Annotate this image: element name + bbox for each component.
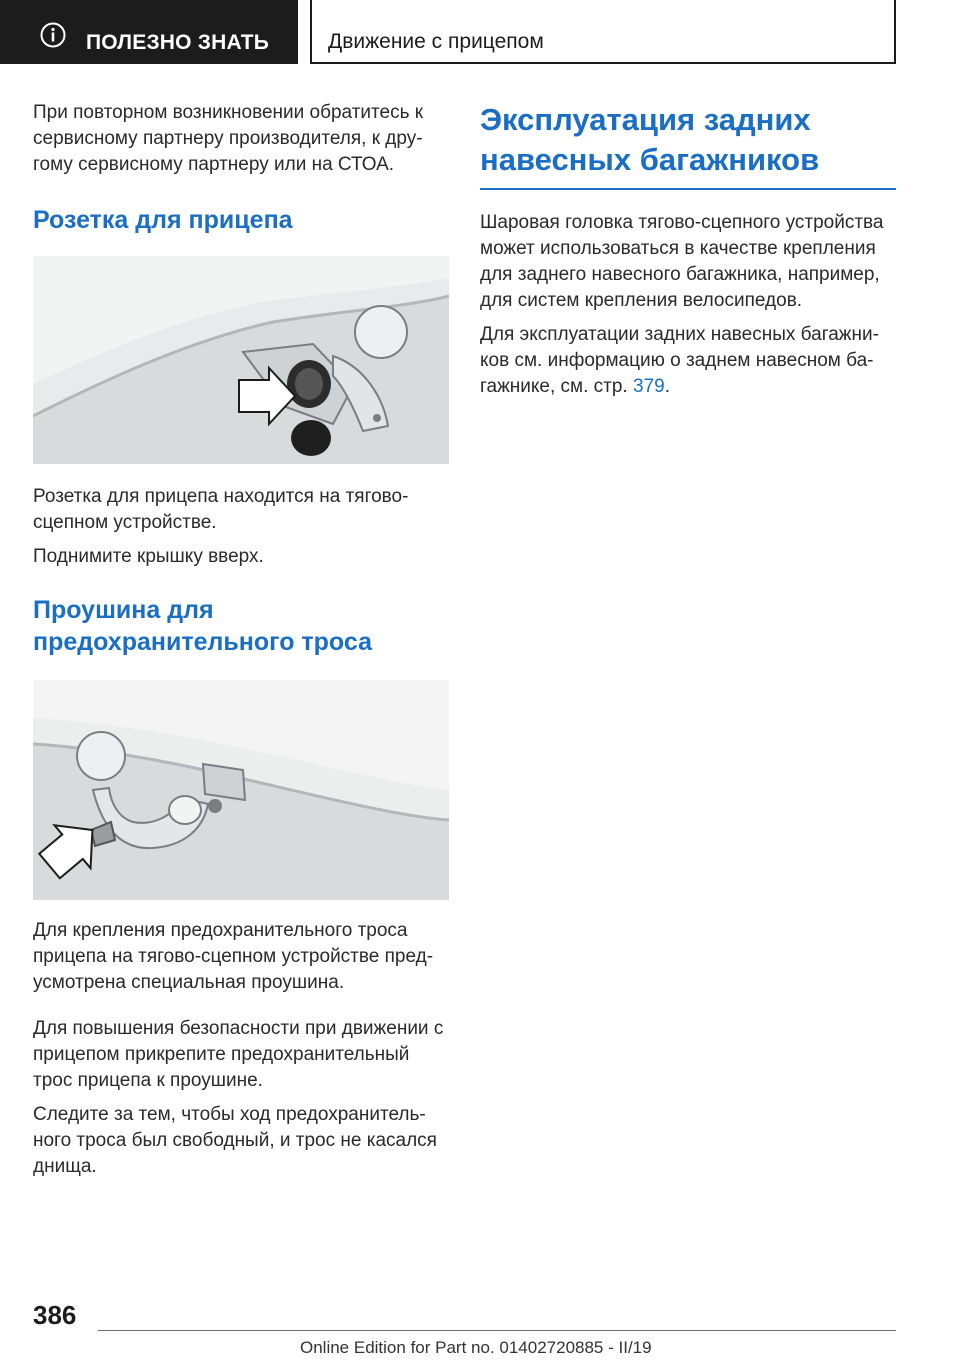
safety-eyelet-illustration <box>33 680 449 900</box>
page-reference-link[interactable]: 379 <box>633 376 665 397</box>
footer-edition-text: Online Edition for Part no. 01402720885 - II/19 <box>300 1338 652 1357</box>
socket-paragraph-2: Поднимите крышку вверх. <box>33 546 264 567</box>
eyelet-paragraph-2: Для повышения безопасности при движении с прицепом прикрепите предохранительный трос прицепа к проушине. <box>33 1018 444 1091</box>
rear-carrier-heading: Эксплуатация задних навесных багажников <box>480 102 820 177</box>
rear-carrier-paragraph-1: Шаровая головка тягово-сцепного устройства может использоваться в качестве крепления для заднего навесного багажника, например, для систем крепления велосипедов. <box>480 212 884 311</box>
right-column <box>480 100 896 412</box>
socket-heading: Розетка для прицепа <box>33 206 293 234</box>
eyelet-heading: Проушина для предохранительного троса <box>33 596 372 656</box>
intro-paragraph: При повторном возникновении обратитесь к сервисному партнеру производителя, к дру-гому сервисному партнеру или на СТОА. <box>33 102 424 175</box>
eyelet-paragraph-1: Для крепления предохранительного троса прицепа на тягово-сцепном устройстве пред-усмотрена специальная проушина. <box>33 920 434 993</box>
header-section <box>310 0 896 64</box>
info-icon <box>40 22 66 48</box>
left-column <box>33 100 449 1192</box>
heading-rule <box>480 188 896 190</box>
rear-carrier-paragraph-2 <box>480 322 896 400</box>
trailer-socket-illustration <box>33 256 449 464</box>
header-section-label: Движение с прицепом <box>328 30 544 53</box>
socket-paragraph-1: Розетка для прицепа находится на тягово-сцепном устройстве. <box>33 486 409 533</box>
rear-carrier-paragraph-2-text: Для эксплуатации задних навесных багажни-ков см. информацию о заднем навесном ба-гажнике, см. стр. <box>480 324 879 397</box>
header-tab <box>0 0 298 64</box>
footer-rule <box>98 1330 896 1331</box>
header-tab-label: ПОЛЕЗНО ЗНАТЬ <box>86 31 270 54</box>
eyelet-paragraph-3: Следите за тем, чтобы ход предохранитель-ного троса был свободный, и трос не касался днища. <box>33 1104 437 1177</box>
page-number: 386 <box>33 1300 77 1330</box>
rear-carrier-paragraph-2-end: . <box>664 376 670 397</box>
